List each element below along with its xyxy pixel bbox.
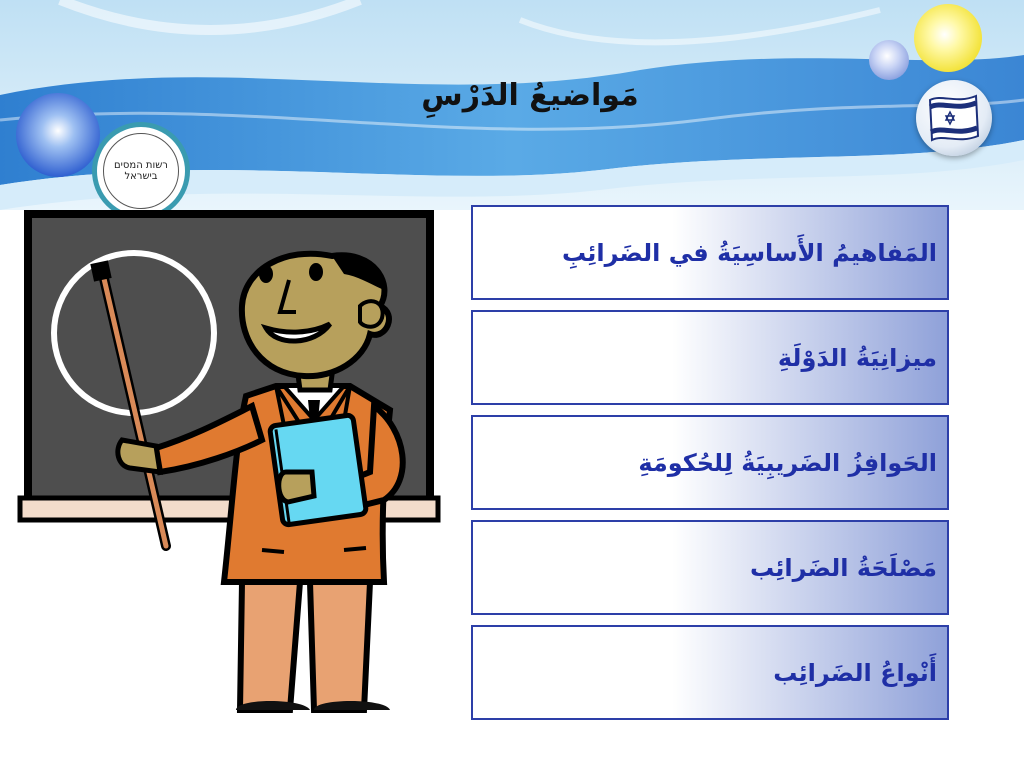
topic-list — [471, 205, 949, 730]
topic-text: الحَوافِزُ الضَريبِيَةُ لِلحُكومَةِ — [638, 448, 937, 477]
topic-box — [471, 520, 949, 615]
teacher-at-blackboard-icon — [14, 210, 444, 725]
slide-title: مَواضيعُ الدَرْسِ — [421, 78, 639, 113]
topic-box — [471, 310, 949, 405]
tax-authority-seal-icon — [92, 122, 190, 220]
topic-text: مَصْلَحَةُ الضَرائِب — [750, 553, 937, 582]
topic-text: ميزانِيَةُ الدَوْلَةِ — [777, 343, 937, 372]
topic-box — [471, 205, 949, 300]
logo-text: רשות המסים בישראל — [103, 133, 179, 209]
topic-text: أَنْواعُ الضَرائِب — [773, 658, 937, 687]
topic-text: المَفاهيمُ الأَساسِيَةُ في الضَرائِبِ — [561, 238, 937, 267]
israel-flag-icon — [916, 80, 992, 156]
topic-box — [471, 415, 949, 510]
topic-box — [471, 625, 949, 720]
